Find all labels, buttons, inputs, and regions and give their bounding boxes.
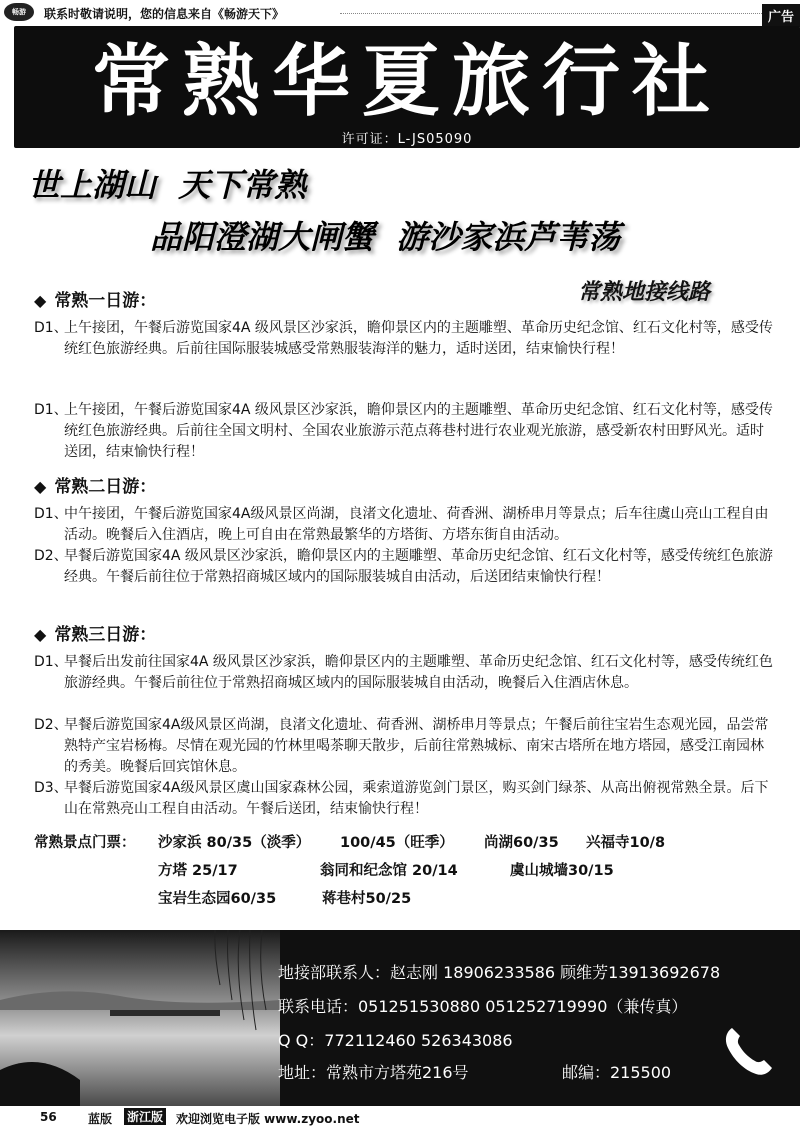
section-title-one-day (34, 286, 156, 311)
section-title-text: 常熟一日游： (54, 291, 157, 311)
day-number: D1、 (34, 654, 68, 670)
diamond-icon: ◆ (34, 625, 47, 644)
contact-qq: Q Q：772112460 526343086 (278, 1031, 513, 1050)
day-text: 早餐后游览国家4A级风景区尚湖，良渚文化遗址、荷香洲、湖桥串月等景点；午餐后前往宝岩生态观光园，品尝常熟特产宝岩杨梅。尽情在观光园的竹林里喝茶聊天散步，后前往常熟城标、南宋古塔所在地方塔园，感受江南园林的秀美。晚餐后回宾馆休息。 (64, 717, 769, 775)
day-number: D1、 (34, 402, 68, 418)
itinerary-item (34, 318, 774, 381)
itinerary-item (34, 652, 774, 715)
magazine-logo: 畅游 (4, 3, 34, 21)
day-number: D1、 (34, 506, 68, 522)
day-text: 上午接团，午餐后游览国家4A 级风景区沙家浜，瞻仰景区内的主题雕塑、革命历史纪念馆、红石文化村等，感受传统红色旅游经典。后前往国际服装城感受常熟服装海洋的魅力，适时送团，结束愉快行程！ (64, 320, 773, 357)
source-note: 联系时敬请说明，您的信息来自《畅游天下》 (44, 7, 285, 21)
ticket-price: 100/45（旺季） (340, 835, 454, 851)
itinerary-item (34, 715, 774, 778)
top-bar (0, 0, 800, 26)
route-stamp: 常熟地接线路 (578, 279, 711, 305)
day-number: D2、 (34, 548, 68, 564)
region-badge: 浙江版 (124, 1108, 166, 1125)
contact-address: 地址：常熟市方塔苑216号 (278, 1063, 469, 1082)
headline-1: 世上湖山 天下常熟 (28, 166, 307, 204)
day-text: 早餐后游览国家4A级风景区虞山国家森林公园，乘索道游览剑门景区，购买剑门绿茶、从高出俯视常熟全景。后下山在常熟亮山工程自由活动。午餐后送团，结束愉快行程！ (64, 780, 769, 817)
ticket-price: 方塔 25/17 (158, 863, 238, 879)
day-number: D3、 (34, 780, 68, 796)
itinerary-item (34, 504, 774, 546)
section-title-three-day (34, 620, 156, 645)
headline-2: 品阳澄湖大闸蟹 游沙家浜芦苇荡 (150, 218, 621, 256)
contact-person: 地接部联系人：赵志刚 18906233586 顾维芳13913692678 (278, 963, 721, 982)
phone-icon (718, 1022, 778, 1082)
ticket-price: 翁同和纪念馆 20/14 (320, 863, 458, 879)
page-footer (0, 1108, 800, 1126)
divider (340, 13, 800, 14)
ticket-price: 尚湖60/35 (484, 835, 559, 851)
ticket-price: 宝岩生态园60/35 (158, 891, 277, 907)
day-text: 早餐后游览国家4A 级风景区沙家浜，瞻仰景区内的主题雕塑、革命历史纪念馆、红石文化村等，感受传统红色旅游经典。午餐后前往位于常熟招商城区域内的国际服装城自由活动，后送团结束愉快行程！ (64, 548, 773, 585)
section-title-two-day (34, 472, 156, 497)
day-text: 上午接团，午餐后游览国家4A 级风景区沙家浜，瞻仰景区内的主题雕塑、革命历史纪念馆、红石文化村等，感受传统红色旅游经典。后前往全国文明村、全国农业旅游示范点蒋巷村进行农业观光旅游，感受新农村田野风光。适时送团，结束愉快行程！ (64, 402, 773, 460)
diamond-icon: ◆ (34, 291, 47, 310)
edition-label: 蓝版 (88, 1112, 113, 1126)
ticket-label: 常熟景点门票： (34, 835, 136, 851)
day-text: 中午接团，午餐后游览国家4A级风景区尚湖，良渚文化遗址、荷香洲、湖桥串月等景点；后车往虞山亮山工程自由活动。晚餐后入住酒店，晚上可自由在常熟最繁华的方塔街、方塔东街自由活动。 (64, 506, 769, 543)
page-number: 56 (40, 1110, 57, 1124)
ad-tag: 广告 (762, 4, 800, 27)
contact-postcode: 邮编：215500 (562, 1063, 672, 1082)
section-title-text: 常熟二日游： (54, 477, 157, 497)
day-number: D1、 (34, 320, 68, 336)
ticket-price: 兴福寺10/8 (586, 835, 666, 851)
day-text: 早餐后出发前往国家4A 级风景区沙家浜，瞻仰景区内的主题雕塑、革命历史纪念馆、红石文化村等，感受传统红色旅游经典。午餐后前往位于常熟招商城区域内的国际服装城自由活动，晚餐后入住酒店休息。 (64, 654, 773, 691)
contact-panel (0, 930, 800, 1106)
ticket-price: 虞山城墙30/15 (510, 863, 614, 879)
lake-photo (0, 930, 280, 1106)
section-title-text: 常熟三日游： (54, 625, 157, 645)
itinerary-item (34, 778, 774, 820)
contact-phone: 联系电话：051251530880 051252719990（兼传真） (278, 997, 688, 1016)
ticket-price: 蒋巷村50/25 (322, 891, 412, 907)
agency-name: 常熟华夏旅行社 (91, 37, 722, 127)
header-banner (14, 26, 800, 148)
diamond-icon: ◆ (34, 477, 47, 496)
footer-slogan: 欢迎浏览电子版 www.zyoo.net (176, 1112, 360, 1126)
itinerary-item (34, 400, 774, 463)
itinerary-item (34, 546, 774, 609)
license-number: 许可证：L-JS05090 (341, 132, 473, 147)
day-number: D2、 (34, 717, 68, 733)
ticket-price: 沙家浜 80/35（淡季） (158, 835, 311, 851)
